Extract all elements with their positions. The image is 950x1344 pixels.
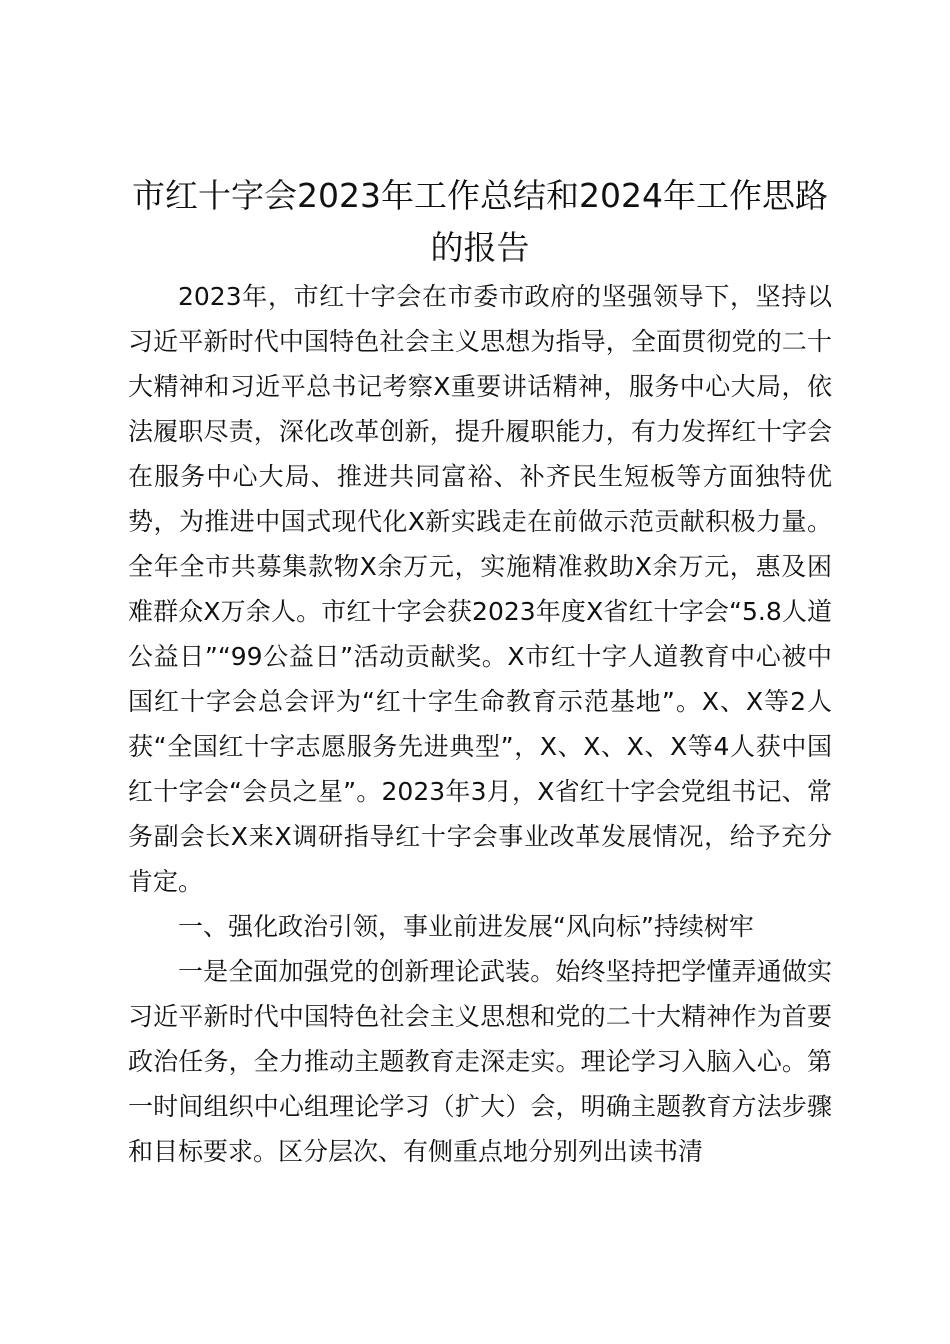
body-paragraph-intro: 2023年，市红十字会在市委市政府的坚强领导下，坚持以习近平新时代中国特色社会主义思想为指导，全面贯彻党的二十大精神和习近平总书记考察X重要讲话精神，服务中心大局，依法履职尽责，深化改革创新，提升履职能力，有力发挥红十字会在服务中心大局、推进共同富裕、补齐民生短板等方面独特优势，为推进中国式现代化X新实践走在前做示范贡献积极力量。全年全市共募集款物X余万元，实施精准救助X余万元，惠及困难群众X万余人。市红十字会获2023年度X省红十字会“5.8人道公益日”“99公益日”活动贡献奖。X市红十字人道教育中心被中国红十字会总会评为“红十字生命教育示范基地”。X、X等2人获“全国红十字志愿服务先进典型”，X、X、X、X等4人获中国红十字会“会员之星”。2023年3月，X省红十字会党组书记、常务副会长X来X调研指导红十字会事业改革发展情况，给予充分肯定。 bbox=[128, 282, 832, 896]
document-page bbox=[128, 170, 832, 1174]
section-heading-1: 一、强化政治引领，事业前进发展“风向标”持续树牢 bbox=[178, 912, 754, 941]
body-paragraph-1: 一是全面加强党的创新理论武装。始终坚持把学懂弄通做实习近平新时代中国特色社会主义思想和党的二十大精神作为首要政治任务，全力推动主题教育走深走实。理论学习入脑入心。第一时间组织中心组理论学习（扩大）会，明确主题教育方法步骤和目标要求。区分层次、有侧重点地分别列出读书清 bbox=[128, 957, 832, 1166]
document-title: 市红十字会2023年工作总结和2024年工作思路的报告 bbox=[132, 176, 828, 267]
